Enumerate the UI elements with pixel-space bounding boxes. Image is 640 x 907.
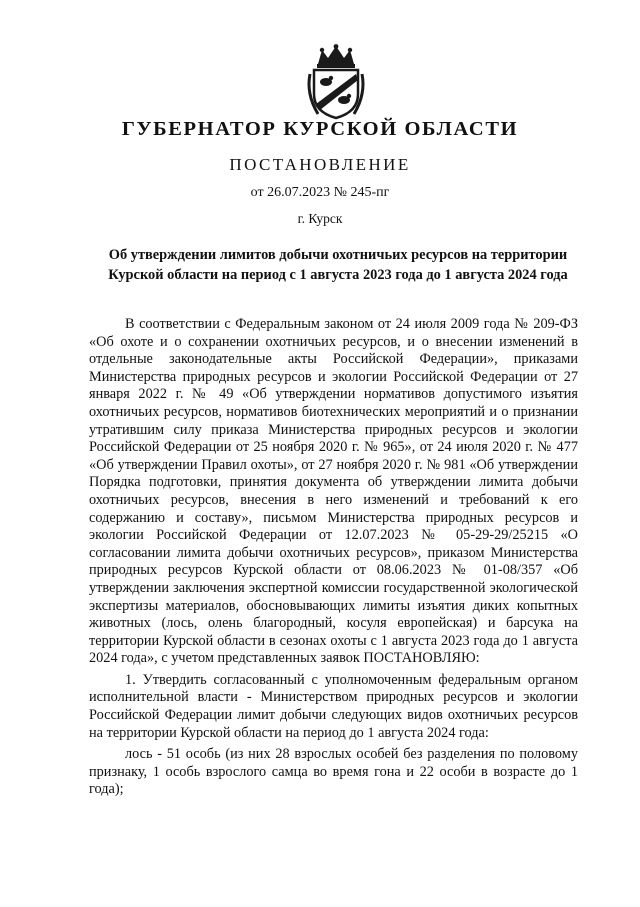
document-city: г. Курск <box>297 211 343 226</box>
document-date-number: от 26.07.2023 № 245-пг <box>250 185 390 200</box>
coat-of-arms-icon <box>304 44 368 120</box>
preamble-paragraph: В соответствии с Федеральным законом от 24 июля 2009 года № 209-ФЗ «Об охоте и о сохранении охотничьих ресурсов, и о внесении изменений в отдельные законодательные акты Российской Федерации», приказами Министерства природных ресурсов и экологии Российской Федерации от 27 января 2022 г. № 49 «Об утверждении нормативов допустимого изъятия охотничьих ресурсов, нормативов биотехнических мероприятий и о признании утратившим силу приказа Министерства природных ресурсов и экологии Российской Федерации от 25 ноября 2020 г. № 965», от 24 июля 2020 г. № 477 «Об утверждении Правил охоты», от 27 ноября 2020 г. № 981 «Об утверждении Порядка подготовки, принятия документа об утверждении лимита добычи охотничьих ресурсов, внесения в него изменений и требований к его содержанию и составу», письмом Министерства природных ресурсов и экологии Российской Федерации от 12.07.2023 № 05-29-29/25215 «О согласовании лимита добычи охотничьих ресурсов», приказом Министерства природных ресурсов Курской области от 08.06.2023 № 01-08/357 «Об утверждении заключения экспертной комиссии государственной экологической экспертизы материалов, обосновывающих лимиты изъятия диких копытных животных (лось, олень благородный, косуля европейская) и барсука на территории Курской области в сезонах охоты с 1 августа 2023 года до 1 августа 2024 года», с учетом представленных заявок ПОСТАНОВЛЯЮ: <box>89 316 578 667</box>
document-body <box>89 316 578 799</box>
clause-1-paragraph: 1. Утвердить согласованный с уполномоченным федеральным органом исполнительной власти - Министерством природных ресурсов и экологии Российской Федерации лимит добычи следующих видов охотничьих ресурсов на территории Курской области на период до 1 августа 2024 года: <box>89 671 578 741</box>
document-title: Об утверждении лимитов добычи охотничьих ресурсов на территории Курской области на период с 1 августа 2023 года до 1 августа 2024 года <box>108 247 568 283</box>
authority-heading: ГУБЕРНАТОР КУРСКОЙ ОБЛАСТИ <box>121 118 519 140</box>
document-type: ПОСТАНОВЛЕНИЕ <box>229 155 411 174</box>
moose-limit-paragraph: лось - 51 особь (из них 28 взрослых особей без разделения по половому признаку, 1 особь взрослого самца во время гона и 22 особи в возрасте до 1 года); <box>89 746 578 798</box>
